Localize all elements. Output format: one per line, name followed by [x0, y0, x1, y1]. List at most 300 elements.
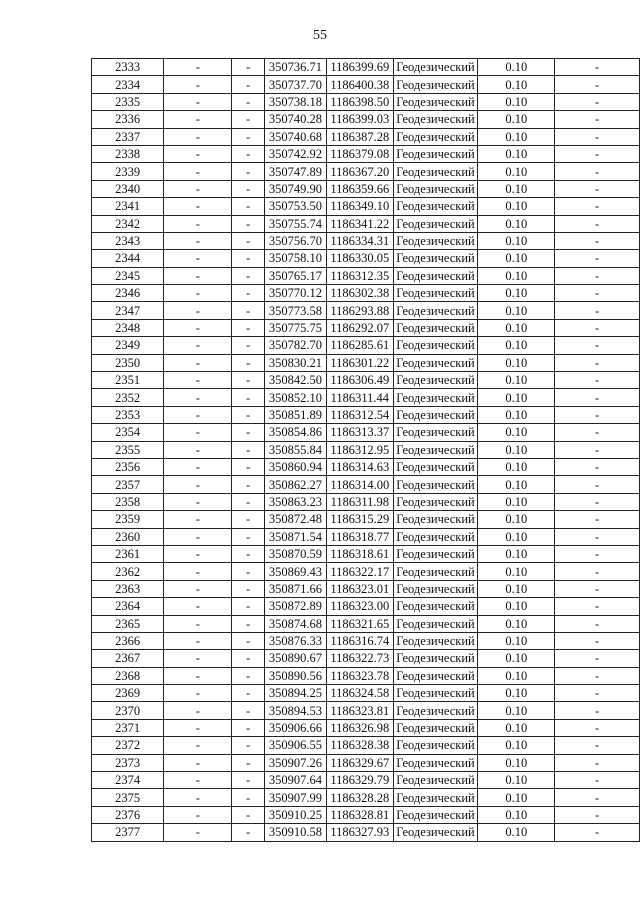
dash-cell: -	[164, 772, 232, 789]
note-cell: -	[555, 111, 640, 128]
x-coordinate-cell: 350906.55	[264, 737, 326, 754]
coordinates-table-body	[92, 59, 640, 842]
note-cell: -	[555, 563, 640, 580]
method-cell: Геодезический	[393, 180, 478, 197]
method-cell: Геодезический	[393, 111, 478, 128]
dash-cell: -	[232, 476, 264, 493]
table-row	[92, 232, 640, 249]
x-coordinate-cell: 350749.90	[264, 180, 326, 197]
dash-cell: -	[164, 145, 232, 162]
dash-cell: -	[164, 563, 232, 580]
dash-cell: -	[232, 389, 264, 406]
coordinates-table	[91, 58, 640, 842]
dash-cell: -	[164, 441, 232, 458]
dash-cell: -	[232, 128, 264, 145]
point-number-cell: 2347	[92, 302, 164, 319]
dash-cell: -	[164, 737, 232, 754]
dash-cell: -	[232, 285, 264, 302]
y-coordinate-cell: 1186302.38	[327, 285, 394, 302]
table-row	[92, 563, 640, 580]
dash-cell: -	[232, 563, 264, 580]
note-cell: -	[555, 702, 640, 719]
dash-cell: -	[164, 632, 232, 649]
point-number-cell: 2342	[92, 215, 164, 232]
table-row	[92, 650, 640, 667]
note-cell: -	[555, 511, 640, 528]
y-coordinate-cell: 1186322.73	[327, 650, 394, 667]
dash-cell: -	[164, 285, 232, 302]
method-cell: Геодезический	[393, 685, 478, 702]
error-cell: 0.10	[478, 215, 555, 232]
point-number-cell: 2337	[92, 128, 164, 145]
table-row	[92, 406, 640, 423]
error-cell: 0.10	[478, 824, 555, 841]
error-cell: 0.10	[478, 406, 555, 423]
point-number-cell: 2371	[92, 719, 164, 736]
point-number-cell: 2341	[92, 198, 164, 215]
y-coordinate-cell: 1186399.69	[327, 59, 394, 76]
dash-cell: -	[232, 632, 264, 649]
x-coordinate-cell: 350863.23	[264, 493, 326, 510]
x-coordinate-cell: 350738.18	[264, 93, 326, 110]
error-cell: 0.10	[478, 389, 555, 406]
y-coordinate-cell: 1186398.50	[327, 93, 394, 110]
y-coordinate-cell: 1186323.78	[327, 667, 394, 684]
x-coordinate-cell: 350740.28	[264, 111, 326, 128]
note-cell: -	[555, 93, 640, 110]
dash-cell: -	[232, 215, 264, 232]
dash-cell: -	[164, 319, 232, 336]
dash-cell: -	[164, 337, 232, 354]
dash-cell: -	[232, 441, 264, 458]
point-number-cell: 2373	[92, 754, 164, 771]
error-cell: 0.10	[478, 580, 555, 597]
method-cell: Геодезический	[393, 319, 478, 336]
note-cell: -	[555, 76, 640, 93]
dash-cell: -	[164, 93, 232, 110]
error-cell: 0.10	[478, 232, 555, 249]
method-cell: Геодезический	[393, 424, 478, 441]
method-cell: Геодезический	[393, 128, 478, 145]
method-cell: Геодезический	[393, 632, 478, 649]
table-row	[92, 319, 640, 336]
error-cell: 0.10	[478, 354, 555, 371]
note-cell: -	[555, 354, 640, 371]
point-number-cell: 2367	[92, 650, 164, 667]
method-cell: Геодезический	[393, 615, 478, 632]
dash-cell: -	[232, 163, 264, 180]
dash-cell: -	[232, 372, 264, 389]
method-cell: Геодезический	[393, 789, 478, 806]
method-cell: Геодезический	[393, 232, 478, 249]
point-number-cell: 2363	[92, 580, 164, 597]
dash-cell: -	[232, 545, 264, 562]
x-coordinate-cell: 350773.58	[264, 302, 326, 319]
y-coordinate-cell: 1186306.49	[327, 372, 394, 389]
table-row	[92, 111, 640, 128]
dash-cell: -	[164, 511, 232, 528]
note-cell: -	[555, 372, 640, 389]
note-cell: -	[555, 267, 640, 284]
method-cell: Геодезический	[393, 302, 478, 319]
table-row	[92, 215, 640, 232]
error-cell: 0.10	[478, 650, 555, 667]
dash-cell: -	[232, 685, 264, 702]
dash-cell: -	[232, 424, 264, 441]
x-coordinate-cell: 350855.84	[264, 441, 326, 458]
point-number-cell: 2369	[92, 685, 164, 702]
y-coordinate-cell: 1186323.00	[327, 598, 394, 615]
x-coordinate-cell: 350869.43	[264, 563, 326, 580]
error-cell: 0.10	[478, 493, 555, 510]
dash-cell: -	[164, 545, 232, 562]
dash-cell: -	[232, 580, 264, 597]
error-cell: 0.10	[478, 59, 555, 76]
error-cell: 0.10	[478, 458, 555, 475]
dash-cell: -	[164, 198, 232, 215]
table-row	[92, 719, 640, 736]
table-row	[92, 528, 640, 545]
note-cell: -	[555, 719, 640, 736]
error-cell: 0.10	[478, 319, 555, 336]
x-coordinate-cell: 350876.33	[264, 632, 326, 649]
dash-cell: -	[164, 702, 232, 719]
x-coordinate-cell: 350874.68	[264, 615, 326, 632]
x-coordinate-cell: 350910.25	[264, 806, 326, 823]
error-cell: 0.10	[478, 145, 555, 162]
method-cell: Геодезический	[393, 267, 478, 284]
error-cell: 0.10	[478, 267, 555, 284]
note-cell: -	[555, 319, 640, 336]
dash-cell: -	[232, 528, 264, 545]
dash-cell: -	[232, 111, 264, 128]
error-cell: 0.10	[478, 180, 555, 197]
table-row	[92, 632, 640, 649]
y-coordinate-cell: 1186379.08	[327, 145, 394, 162]
method-cell: Геодезический	[393, 754, 478, 771]
method-cell: Геодезический	[393, 285, 478, 302]
error-cell: 0.10	[478, 128, 555, 145]
table-row	[92, 163, 640, 180]
x-coordinate-cell: 350910.58	[264, 824, 326, 841]
dash-cell: -	[232, 232, 264, 249]
note-cell: -	[555, 198, 640, 215]
method-cell: Геодезический	[393, 737, 478, 754]
point-number-cell: 2334	[92, 76, 164, 93]
y-coordinate-cell: 1186322.17	[327, 563, 394, 580]
x-coordinate-cell: 350872.48	[264, 511, 326, 528]
y-coordinate-cell: 1186328.28	[327, 789, 394, 806]
error-cell: 0.10	[478, 111, 555, 128]
table-row	[92, 250, 640, 267]
dash-cell: -	[232, 145, 264, 162]
point-number-cell: 2352	[92, 389, 164, 406]
method-cell: Геодезический	[393, 650, 478, 667]
error-cell: 0.10	[478, 545, 555, 562]
x-coordinate-cell: 350872.89	[264, 598, 326, 615]
y-coordinate-cell: 1186314.63	[327, 458, 394, 475]
dash-cell: -	[164, 458, 232, 475]
table-row	[92, 458, 640, 475]
note-cell: -	[555, 685, 640, 702]
table-row	[92, 754, 640, 771]
note-cell: -	[555, 598, 640, 615]
point-number-cell: 2344	[92, 250, 164, 267]
note-cell: -	[555, 772, 640, 789]
x-coordinate-cell: 350854.86	[264, 424, 326, 441]
dash-cell: -	[232, 59, 264, 76]
x-coordinate-cell: 350907.64	[264, 772, 326, 789]
x-coordinate-cell: 350753.50	[264, 198, 326, 215]
method-cell: Геодезический	[393, 458, 478, 475]
dash-cell: -	[232, 354, 264, 371]
x-coordinate-cell: 350775.75	[264, 319, 326, 336]
dash-cell: -	[164, 76, 232, 93]
note-cell: -	[555, 424, 640, 441]
y-coordinate-cell: 1186292.07	[327, 319, 394, 336]
y-coordinate-cell: 1186311.44	[327, 389, 394, 406]
note-cell: -	[555, 667, 640, 684]
x-coordinate-cell: 350907.99	[264, 789, 326, 806]
x-coordinate-cell: 350852.10	[264, 389, 326, 406]
method-cell: Геодезический	[393, 59, 478, 76]
dash-cell: -	[232, 319, 264, 336]
y-coordinate-cell: 1186318.77	[327, 528, 394, 545]
error-cell: 0.10	[478, 563, 555, 580]
note-cell: -	[555, 128, 640, 145]
note-cell: -	[555, 232, 640, 249]
dash-cell: -	[232, 702, 264, 719]
y-coordinate-cell: 1186311.98	[327, 493, 394, 510]
method-cell: Геодезический	[393, 511, 478, 528]
dash-cell: -	[232, 806, 264, 823]
error-cell: 0.10	[478, 598, 555, 615]
note-cell: -	[555, 215, 640, 232]
table-row	[92, 145, 640, 162]
error-cell: 0.10	[478, 772, 555, 789]
note-cell: -	[555, 824, 640, 841]
point-number-cell: 2355	[92, 441, 164, 458]
dash-cell: -	[164, 59, 232, 76]
dash-cell: -	[232, 406, 264, 423]
method-cell: Геодезический	[393, 702, 478, 719]
note-cell: -	[555, 789, 640, 806]
table-row	[92, 806, 640, 823]
error-cell: 0.10	[478, 511, 555, 528]
x-coordinate-cell: 350907.26	[264, 754, 326, 771]
dash-cell: -	[164, 580, 232, 597]
y-coordinate-cell: 1186349.10	[327, 198, 394, 215]
x-coordinate-cell: 350890.67	[264, 650, 326, 667]
dash-cell: -	[232, 493, 264, 510]
dash-cell: -	[232, 615, 264, 632]
point-number-cell: 2357	[92, 476, 164, 493]
table-row	[92, 180, 640, 197]
table-row	[92, 441, 640, 458]
y-coordinate-cell: 1186321.65	[327, 615, 394, 632]
method-cell: Геодезический	[393, 441, 478, 458]
y-coordinate-cell: 1186367.20	[327, 163, 394, 180]
point-number-cell: 2335	[92, 93, 164, 110]
dash-cell: -	[164, 667, 232, 684]
y-coordinate-cell: 1186316.74	[327, 632, 394, 649]
x-coordinate-cell: 350747.89	[264, 163, 326, 180]
note-cell: -	[555, 389, 640, 406]
error-cell: 0.10	[478, 163, 555, 180]
x-coordinate-cell: 350842.50	[264, 372, 326, 389]
note-cell: -	[555, 59, 640, 76]
dash-cell: -	[164, 528, 232, 545]
table-row	[92, 615, 640, 632]
table-row	[92, 667, 640, 684]
table-row	[92, 545, 640, 562]
point-number-cell: 2359	[92, 511, 164, 528]
y-coordinate-cell: 1186312.54	[327, 406, 394, 423]
y-coordinate-cell: 1186293.88	[327, 302, 394, 319]
y-coordinate-cell: 1186312.35	[327, 267, 394, 284]
error-cell: 0.10	[478, 250, 555, 267]
dash-cell: -	[164, 789, 232, 806]
x-coordinate-cell: 350782.70	[264, 337, 326, 354]
point-number-cell: 2333	[92, 59, 164, 76]
dash-cell: -	[164, 372, 232, 389]
x-coordinate-cell: 350851.89	[264, 406, 326, 423]
point-number-cell: 2365	[92, 615, 164, 632]
note-cell: -	[555, 285, 640, 302]
y-coordinate-cell: 1186334.31	[327, 232, 394, 249]
error-cell: 0.10	[478, 737, 555, 754]
y-coordinate-cell: 1186328.81	[327, 806, 394, 823]
point-number-cell: 2376	[92, 806, 164, 823]
point-number-cell: 2354	[92, 424, 164, 441]
table-row	[92, 580, 640, 597]
method-cell: Геодезический	[393, 250, 478, 267]
dash-cell: -	[164, 232, 232, 249]
error-cell: 0.10	[478, 632, 555, 649]
dash-cell: -	[164, 389, 232, 406]
y-coordinate-cell: 1186324.58	[327, 685, 394, 702]
error-cell: 0.10	[478, 93, 555, 110]
x-coordinate-cell: 350755.74	[264, 215, 326, 232]
point-number-cell: 2346	[92, 285, 164, 302]
dash-cell: -	[164, 406, 232, 423]
y-coordinate-cell: 1186330.05	[327, 250, 394, 267]
error-cell: 0.10	[478, 528, 555, 545]
dash-cell: -	[164, 685, 232, 702]
error-cell: 0.10	[478, 372, 555, 389]
error-cell: 0.10	[478, 337, 555, 354]
method-cell: Геодезический	[393, 163, 478, 180]
x-coordinate-cell: 350740.68	[264, 128, 326, 145]
point-number-cell: 2336	[92, 111, 164, 128]
error-cell: 0.10	[478, 302, 555, 319]
dash-cell: -	[232, 650, 264, 667]
point-number-cell: 2360	[92, 528, 164, 545]
method-cell: Геодезический	[393, 372, 478, 389]
dash-cell: -	[232, 789, 264, 806]
y-coordinate-cell: 1186327.93	[327, 824, 394, 841]
dash-cell: -	[232, 772, 264, 789]
x-coordinate-cell: 350765.17	[264, 267, 326, 284]
x-coordinate-cell: 350870.59	[264, 545, 326, 562]
note-cell: -	[555, 615, 640, 632]
point-number-cell: 2364	[92, 598, 164, 615]
dash-cell: -	[164, 128, 232, 145]
y-coordinate-cell: 1186399.03	[327, 111, 394, 128]
point-number-cell: 2353	[92, 406, 164, 423]
x-coordinate-cell: 350736.71	[264, 59, 326, 76]
dash-cell: -	[232, 824, 264, 841]
error-cell: 0.10	[478, 198, 555, 215]
y-coordinate-cell: 1186315.29	[327, 511, 394, 528]
dash-cell: -	[164, 476, 232, 493]
dash-cell: -	[232, 511, 264, 528]
method-cell: Геодезический	[393, 389, 478, 406]
y-coordinate-cell: 1186323.81	[327, 702, 394, 719]
note-cell: -	[555, 737, 640, 754]
x-coordinate-cell: 350890.56	[264, 667, 326, 684]
table-row	[92, 702, 640, 719]
error-cell: 0.10	[478, 424, 555, 441]
table-row	[92, 76, 640, 93]
note-cell: -	[555, 806, 640, 823]
method-cell: Геодезический	[393, 354, 478, 371]
table-row	[92, 389, 640, 406]
y-coordinate-cell: 1186314.00	[327, 476, 394, 493]
table-row	[92, 337, 640, 354]
table-row	[92, 198, 640, 215]
point-number-cell: 2374	[92, 772, 164, 789]
dash-cell: -	[232, 198, 264, 215]
note-cell: -	[555, 493, 640, 510]
point-number-cell: 2356	[92, 458, 164, 475]
point-number-cell: 2375	[92, 789, 164, 806]
note-cell: -	[555, 545, 640, 562]
dash-cell: -	[164, 598, 232, 615]
point-number-cell: 2349	[92, 337, 164, 354]
table-row	[92, 685, 640, 702]
y-coordinate-cell: 1186328.38	[327, 737, 394, 754]
point-number-cell: 2361	[92, 545, 164, 562]
y-coordinate-cell: 1186326.98	[327, 719, 394, 736]
point-number-cell: 2345	[92, 267, 164, 284]
dash-cell: -	[232, 76, 264, 93]
y-coordinate-cell: 1186329.79	[327, 772, 394, 789]
dash-cell: -	[164, 824, 232, 841]
note-cell: -	[555, 650, 640, 667]
table-row	[92, 285, 640, 302]
y-coordinate-cell: 1186318.61	[327, 545, 394, 562]
point-number-cell: 2368	[92, 667, 164, 684]
y-coordinate-cell: 1186387.28	[327, 128, 394, 145]
point-number-cell: 2370	[92, 702, 164, 719]
dash-cell: -	[164, 111, 232, 128]
note-cell: -	[555, 580, 640, 597]
dash-cell: -	[164, 354, 232, 371]
table-row	[92, 511, 640, 528]
y-coordinate-cell: 1186329.67	[327, 754, 394, 771]
x-coordinate-cell: 350871.66	[264, 580, 326, 597]
table-row	[92, 772, 640, 789]
y-coordinate-cell: 1186400.38	[327, 76, 394, 93]
note-cell: -	[555, 476, 640, 493]
dash-cell: -	[232, 337, 264, 354]
dash-cell: -	[164, 302, 232, 319]
note-cell: -	[555, 180, 640, 197]
y-coordinate-cell: 1186312.95	[327, 441, 394, 458]
method-cell: Геодезический	[393, 824, 478, 841]
x-coordinate-cell: 350906.66	[264, 719, 326, 736]
